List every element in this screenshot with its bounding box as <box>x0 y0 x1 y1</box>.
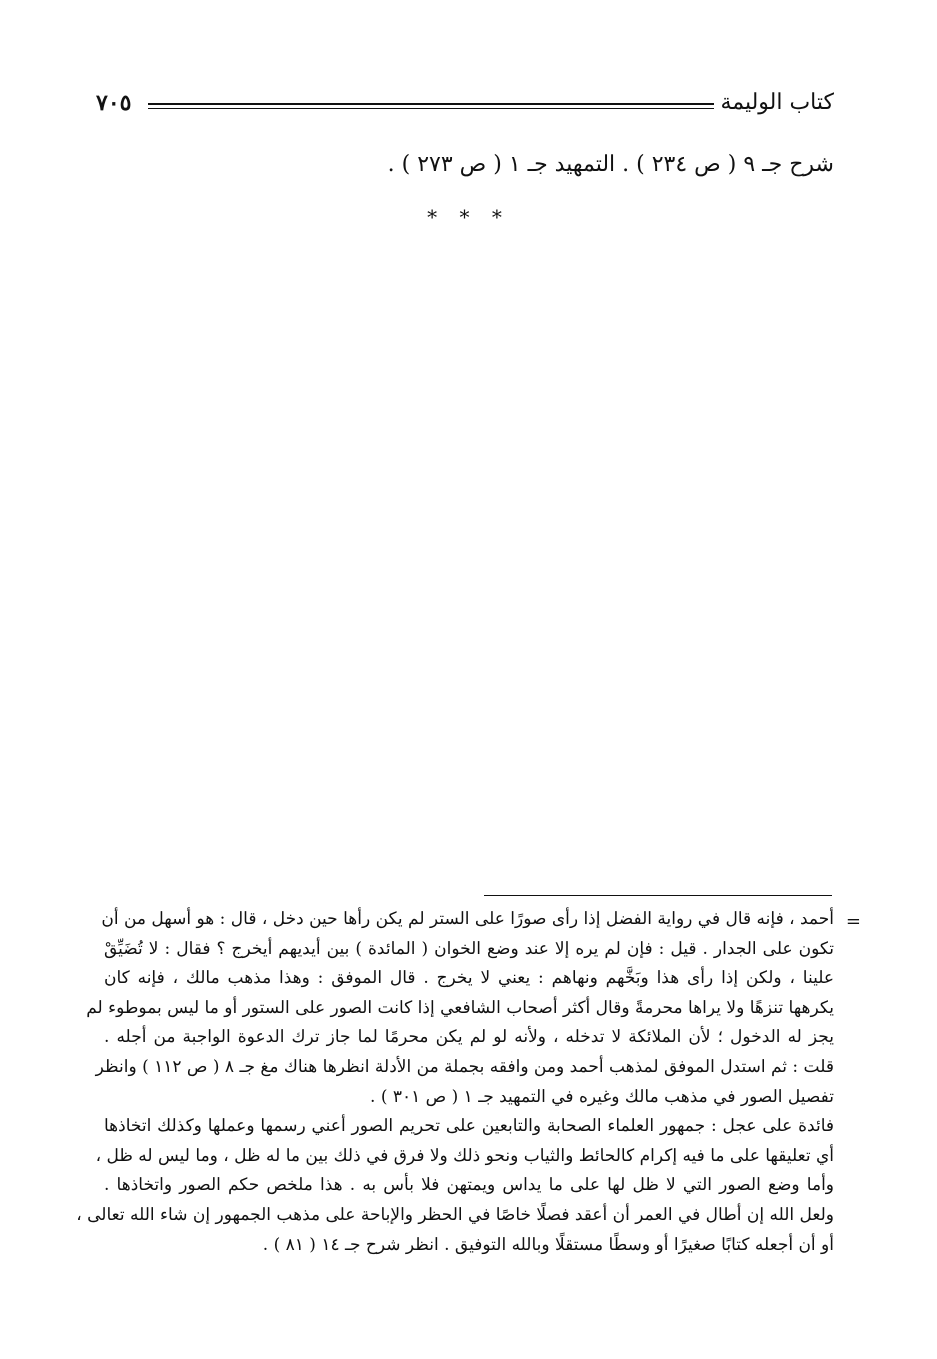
reference-line: شرح جـ ٩ ( ص ٢٣٤ ) . التمهيد جـ ١ ( ص ٢٧٣ ) . <box>387 152 834 177</box>
footnote-line: ولعل الله إن أطال في العمر أن أعقد فصلًا خاصًا في الحظر والإباحة على مذهب الجمهور إن شاء الله تعالى ، <box>76 1204 834 1225</box>
footnote-line: أحمد ، فإنه قال في رواية الفضل إذا رأى صورًا على الستر لم يكن رأها حين دخل ، قال : هو أسهل من أن <box>101 909 834 929</box>
running-title: كتاب الوليمة <box>720 90 834 115</box>
page-header <box>96 88 834 124</box>
page-number: ٧٠٥ <box>96 90 132 116</box>
footnote-line: أو أن أجعله كتابًا صغيرًا أو وسطًا مستقلًا وبالله التوفيق . انظر شرح جـ ١٤ ( ٨١ ) . <box>262 1234 834 1255</box>
footnote-line: علينا ، ولكن إذا رأى هذا وبَخَّهم ونهاهم : يعني لا يخرج . قال الموفق : وهذا مذهب مالك ، فإنه كان <box>104 968 834 989</box>
footnote-line: يجز له الدخول ؛ لأن الملائكة لا تدخله ، ولأنه لو لم يكن محرمًا لما جاز ترك الدعوة الواجبة من أجله . <box>104 1027 834 1048</box>
footnote-line: يكرهها تنزهًا ولا يراها محرمةً وقال أكثر أصحاب الشافعي إذا كانت الصور على الستور أو ما ليس بموطوء لم <box>86 997 834 1018</box>
header-rule-thin <box>148 108 714 109</box>
section-separator: * * * <box>427 205 510 229</box>
footnote-line: قلت : ثم استدل الموفق لمذهب أحمد ومن وافقه بجملة من الأدلة انظرها هناك مغ جـ ٨ ( ص ١١٢ ) وانظر <box>95 1056 834 1077</box>
footnote-line: تكون على الجدار . قيل : فإن لم يره إلا عند وضع الخوان ( المائدة ) بين أيديهم أيخرج ؟ فقال : لا تُضَيِّقْ <box>104 938 834 959</box>
footnote-line: أي تعليقها على ما فيه إكرام كالحائط والثياب ونحو ذلك ولا فرق في ذلك بين ما له ظل ، وما ليس له ظل ، <box>95 1145 834 1166</box>
footnote-continuation-mark: = <box>845 911 861 932</box>
footnote-line: وأما وضع الصور التي لا ظل لها على ما يداس ويمتهن فلا بأس به . هذا ملخص حكم الصور واتخاذها . <box>104 1175 834 1196</box>
header-rule <box>148 103 714 105</box>
footnote-line: تفصيل الصور في مذهب مالك وغيره في التمهيد جـ ١ ( ص ٣٠١ ) . <box>370 1086 834 1107</box>
footnote-rule <box>484 895 832 896</box>
footnote-block <box>76 905 834 1260</box>
footnote-line: فائدة على عجل : جمهور العلماء الصحابة والتابعين على تحريم الصور أعني رسمها وعملها وكذلك اتخاذها <box>104 1116 834 1137</box>
